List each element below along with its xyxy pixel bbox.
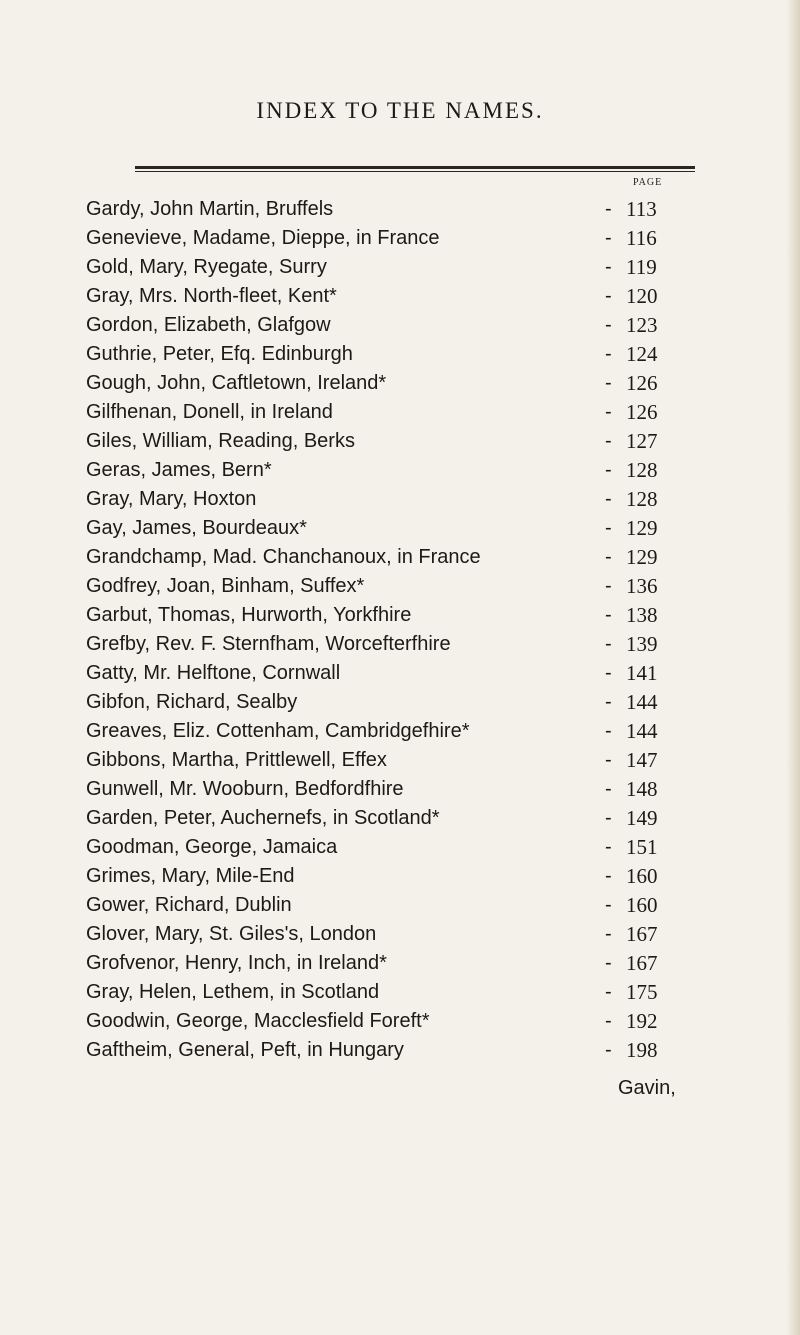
entry-page-number: 113 xyxy=(626,197,657,221)
catchword: Gavin, xyxy=(618,1077,676,1099)
entry-name: Gibbons, Martha, Prittlewell, Effex xyxy=(86,749,387,771)
index-entry xyxy=(0,602,800,629)
index-entry xyxy=(0,921,800,948)
entry-page-number: 120 xyxy=(626,284,658,308)
entry-name: Gray, Mary, Hoxton xyxy=(86,488,257,510)
index-entry xyxy=(0,950,800,977)
entry-page-number: 128 xyxy=(626,487,658,511)
index-entry xyxy=(0,834,800,861)
entry-name: Gunwell, Mr. Wooburn, Bedfordfhire xyxy=(86,778,404,800)
header-rule-thick xyxy=(135,166,695,169)
entry-name: Gough, John, Caftletown, Ireland* xyxy=(86,372,387,394)
index-entry xyxy=(0,776,800,803)
entry-dash: - xyxy=(605,894,612,916)
index-entry xyxy=(0,515,800,542)
index-entry xyxy=(0,486,800,513)
entry-dash: - xyxy=(605,691,612,713)
entry-page-number: 128 xyxy=(626,458,658,482)
page-column-label: PAGE xyxy=(633,177,663,188)
entry-page-number: 167 xyxy=(626,922,658,946)
entry-dash: - xyxy=(605,430,612,452)
entry-page-number: 144 xyxy=(626,690,658,714)
page-edge xyxy=(786,0,800,1335)
index-entry xyxy=(0,544,800,571)
index-entry xyxy=(0,747,800,774)
index-entry xyxy=(0,428,800,455)
entry-dash: - xyxy=(605,1039,612,1061)
entry-page-number: 126 xyxy=(626,400,658,424)
entry-dash: - xyxy=(605,459,612,481)
header-rule-thin xyxy=(135,171,695,172)
index-entry xyxy=(0,1037,800,1064)
entry-dash: - xyxy=(605,749,612,771)
entry-name: Garden, Peter, Auchernefs, in Scotland* xyxy=(86,807,440,829)
entry-dash: - xyxy=(605,198,612,220)
entry-dash: - xyxy=(605,227,612,249)
entry-page-number: 141 xyxy=(626,661,658,685)
index-entry xyxy=(0,718,800,745)
entry-name: Grefby, Rev. F. Sternfham, Worcefterfhire xyxy=(86,633,451,655)
entry-name: Garbut, Thomas, Hurworth, Yorkfhire xyxy=(86,604,412,626)
entry-page-number: 147 xyxy=(626,748,658,772)
entry-dash: - xyxy=(605,285,612,307)
entry-name: Gray, Helen, Lethem, in Scotland xyxy=(86,981,380,1003)
entry-dash: - xyxy=(605,1010,612,1032)
entry-dash: - xyxy=(605,372,612,394)
entry-page-number: 148 xyxy=(626,777,658,801)
entry-dash: - xyxy=(605,778,612,800)
entry-page-number: 123 xyxy=(626,313,658,337)
entry-dash: - xyxy=(605,343,612,365)
entry-page-number: 129 xyxy=(626,516,658,540)
index-entry xyxy=(0,399,800,426)
entry-page-number: 124 xyxy=(626,342,658,366)
entry-dash: - xyxy=(605,865,612,887)
index-entry xyxy=(0,660,800,687)
entry-name: Gaftheim, General, Peft, in Hungary xyxy=(86,1039,404,1061)
index-entry xyxy=(0,573,800,600)
entry-name: Geras, James, Bern* xyxy=(86,459,272,481)
entry-name: Gower, Richard, Dublin xyxy=(86,894,292,916)
index-entry xyxy=(0,312,800,339)
index-entry xyxy=(0,196,800,223)
index-entry xyxy=(0,863,800,890)
page-title: INDEX TO THE NAMES. xyxy=(256,98,544,123)
entry-page-number: 198 xyxy=(626,1038,658,1062)
entry-name: Grofvenor, Henry, Inch, in Ireland* xyxy=(86,952,387,974)
entry-name: Godfrey, Joan, Binham, Suffex* xyxy=(86,575,365,597)
entry-dash: - xyxy=(605,604,612,626)
index-entry xyxy=(0,341,800,368)
entry-dash: - xyxy=(605,488,612,510)
index-entry xyxy=(0,979,800,1006)
entry-page-number: 151 xyxy=(626,835,658,859)
entry-name: Giles, William, Reading, Berks xyxy=(86,430,355,452)
entry-name: Greaves, Eliz. Cottenham, Cambridgefhire* xyxy=(86,720,470,742)
entry-dash: - xyxy=(605,314,612,336)
index-entry xyxy=(0,370,800,397)
entry-dash: - xyxy=(605,401,612,423)
entry-name: Goodman, George, Jamaica xyxy=(86,836,338,858)
index-entry xyxy=(0,283,800,310)
index-entry xyxy=(0,1008,800,1035)
entry-page-number: 136 xyxy=(626,574,658,598)
entry-page-number: 129 xyxy=(626,545,658,569)
entry-dash: - xyxy=(605,546,612,568)
entry-page-number: 119 xyxy=(626,255,657,279)
entry-page-number: 192 xyxy=(626,1009,658,1033)
entry-dash: - xyxy=(605,836,612,858)
entry-dash: - xyxy=(605,662,612,684)
entry-dash: - xyxy=(605,633,612,655)
entry-page-number: 126 xyxy=(626,371,658,395)
entry-name: Gordon, Elizabeth, Glafgow xyxy=(86,314,331,336)
entry-name: Gibfon, Richard, Sealby xyxy=(86,691,298,713)
entry-page-number: 139 xyxy=(626,632,658,656)
entry-page-number: 160 xyxy=(626,893,658,917)
entry-name: Grimes, Mary, Mile-End xyxy=(86,865,295,887)
entry-name: Gold, Mary, Ryegate, Surry xyxy=(86,256,327,278)
index-entry xyxy=(0,225,800,252)
index-entry xyxy=(0,689,800,716)
entry-name: Gay, James, Bourdeaux* xyxy=(86,517,307,539)
entry-dash: - xyxy=(605,256,612,278)
entry-dash: - xyxy=(605,720,612,742)
entry-name: Gardy, John Martin, Bruffels xyxy=(86,198,334,220)
entry-name: Goodwin, George, Macclesfield Foreft* xyxy=(86,1010,430,1032)
entry-page-number: 116 xyxy=(626,226,657,250)
index-entry xyxy=(0,457,800,484)
entry-page-number: 138 xyxy=(626,603,658,627)
entry-dash: - xyxy=(605,923,612,945)
entry-name: Grandchamp, Mad. Chanchanoux, in France xyxy=(86,546,481,568)
entry-page-number: 149 xyxy=(626,806,658,830)
entry-dash: - xyxy=(605,807,612,829)
index-entry xyxy=(0,631,800,658)
entry-name: Glover, Mary, St. Giles's, London xyxy=(86,923,377,945)
entry-page-number: 167 xyxy=(626,951,658,975)
entry-name: Gatty, Mr. Helftone, Cornwall xyxy=(86,662,341,684)
index-entry xyxy=(0,892,800,919)
entry-name: Gray, Mrs. North-fleet, Kent* xyxy=(86,285,337,307)
entry-name: Guthrie, Peter, Efq. Edinburgh xyxy=(86,343,353,365)
entry-name: Genevieve, Madame, Dieppe, in France xyxy=(86,227,440,249)
entry-page-number: 144 xyxy=(626,719,658,743)
index-entry xyxy=(0,254,800,281)
entry-dash: - xyxy=(605,952,612,974)
index-entry xyxy=(0,805,800,832)
entry-dash: - xyxy=(605,517,612,539)
entry-page-number: 175 xyxy=(626,980,658,1004)
entry-page-number: 127 xyxy=(626,429,658,453)
entry-name: Gilfhenan, Donell, in Ireland xyxy=(86,401,333,423)
entry-dash: - xyxy=(605,981,612,1003)
entry-dash: - xyxy=(605,575,612,597)
entry-page-number: 160 xyxy=(626,864,658,888)
